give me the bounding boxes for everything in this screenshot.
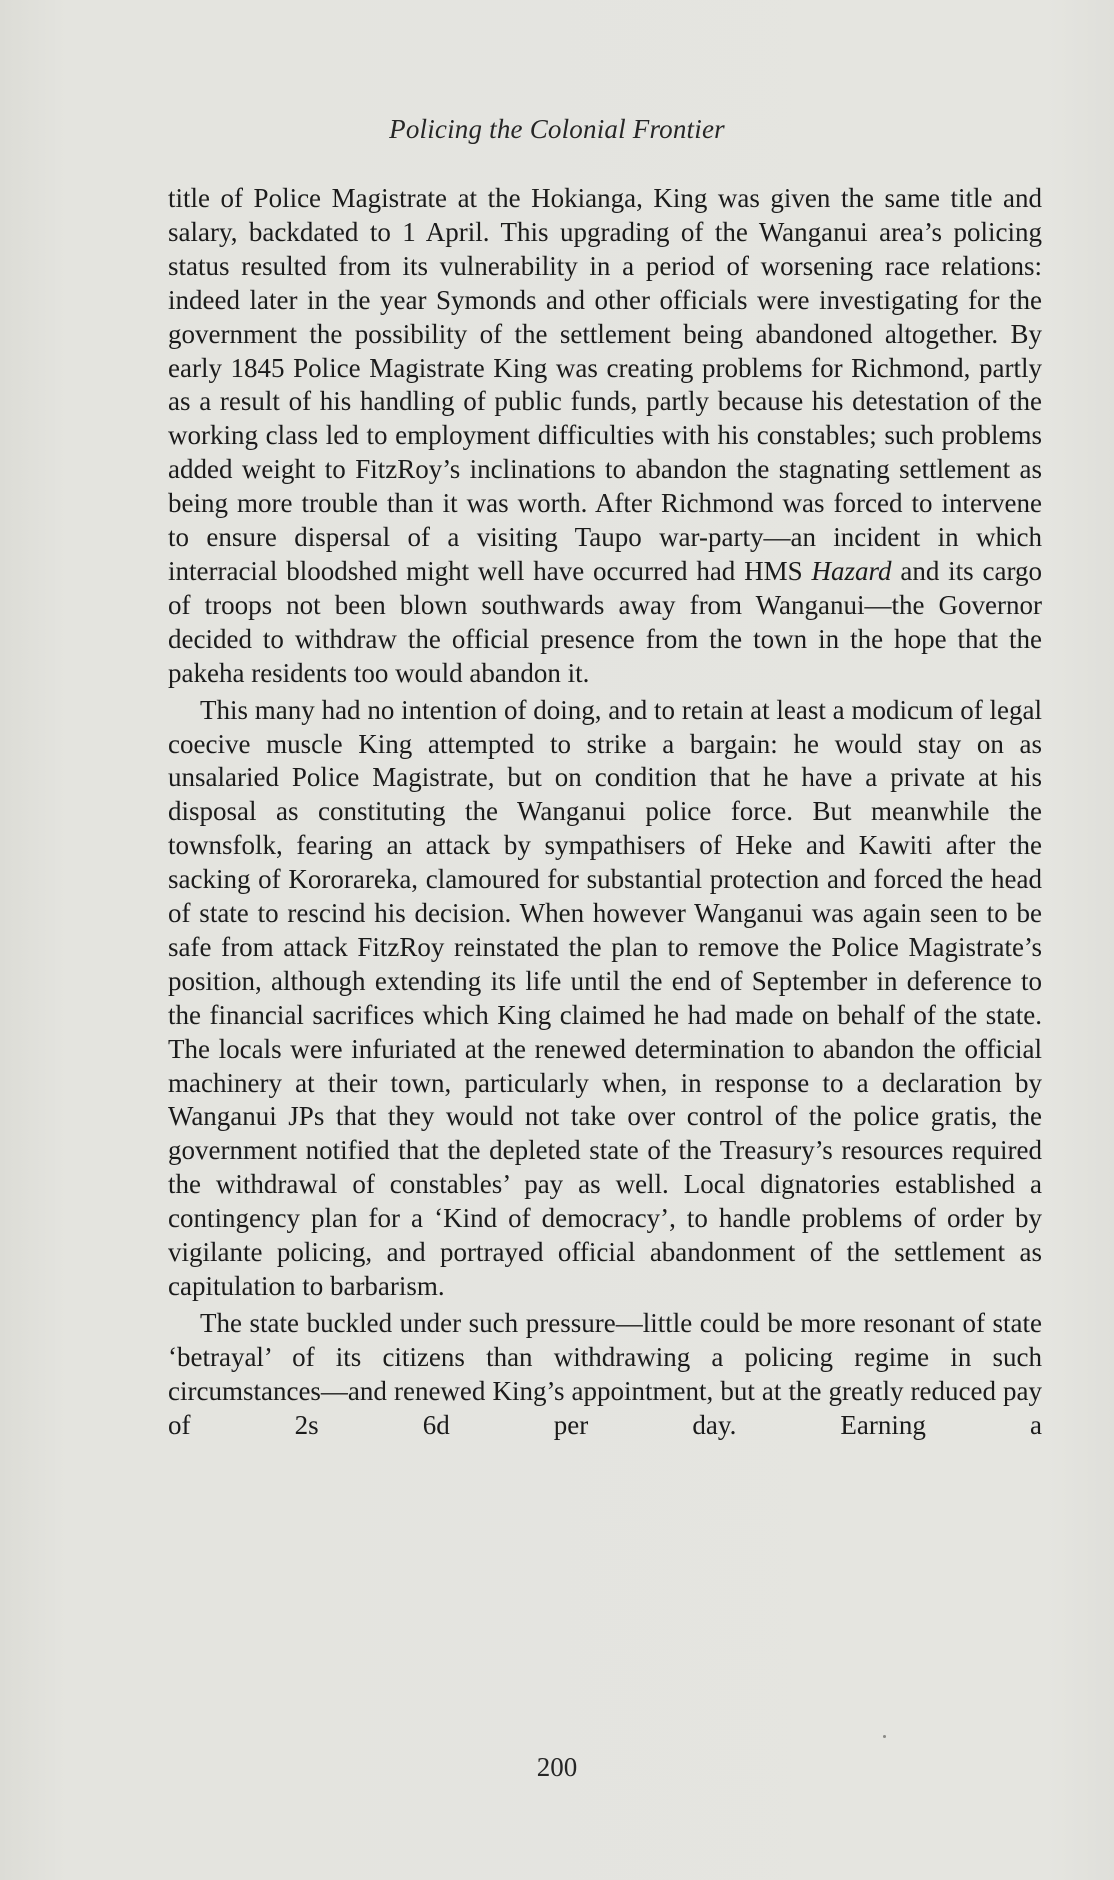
paragraph-1-text: title of Police Magistrate at the Hokianga, King was given the same title and salary, backdated to 1 April. This upgrading of the Wanganui area’s policing status resulted from its vulnerability in a period of worsening race relations: indeed later in the year Symonds and other officials were investigating for the government the possibility of the settlement being abandoned altogether. By early 1845 Police Magistrate King was creating problems for Richmond, partly as a result of his handling of public funds, partly because his detestation of the working class led to employment difficulties with his constables; such problems added weight to FitzRoy’s inclinations to abandon the stagnating settlement as being more trouble than it was worth. After Richmond was forced to intervene to ensure dispersal of a visiting Taupo war-party—an incident in which interracial bloodshed might well have occurred had HMS bbox=[168, 183, 1042, 586]
ship-name-italic: Hazard bbox=[811, 555, 892, 586]
paragraph-3: The state buckled under such pressure—little could be more resonant of state ‘betrayal’ of its citizens than withdrawing a policing regime in such circumstances—and renewed King’s appointment, but at the greatly reduced pay of 2s 6d per day. Earning a bbox=[168, 1307, 1042, 1440]
body-text bbox=[168, 182, 1042, 1443]
paper-speck bbox=[883, 1735, 886, 1738]
paragraph-2: This many had no intention of doing, and to retain at least a modicum of legal coecive muscle King attempted to strike a bargain: he would stay on as unsalaried Police Magistrate, but on condition that he have a private at his disposal as constituting the Wanganui police force. But meanwhile the townsfolk, fearing an attack by sympathisers of Heke and Kawiti after the sacking of Kororareka, clamoured for substantial protection and forced the head of state to rescind his decision. When however Wanganui was again seen to be safe from attack FitzRoy reinstated the plan to remove the Police Magistrate’s position, although extending its life until the end of September in deference to the financial sacrifices which King claimed he had made on behalf of the state. The locals were infuriated at the renewed determination to abandon the official machinery at their town, particularly when, in response to a declaration by Wanganui JPs that they would not take over control of the police gratis, the government notified that the depleted state of the Treasury’s resources required the withdrawal of constables’ pay as well. Local dignatories established a contingency plan for a ‘Kind of democracy’, to handle problems of order by vigilante policing, and portrayed official abandonment of the settlement as capitulation to barbarism. bbox=[168, 694, 1042, 1301]
page-number: 200 bbox=[536, 1752, 578, 1782]
running-head: Policing the Colonial Frontier bbox=[389, 114, 725, 144]
paragraph-1 bbox=[168, 182, 1042, 691]
paragraph-1-text-after: and its cargo of troops not been blown southwards away from Wanganui—the Governor decided to withdraw the official presence from the town in the hope that the pakeha residents too would abandon it. bbox=[168, 555, 1042, 688]
